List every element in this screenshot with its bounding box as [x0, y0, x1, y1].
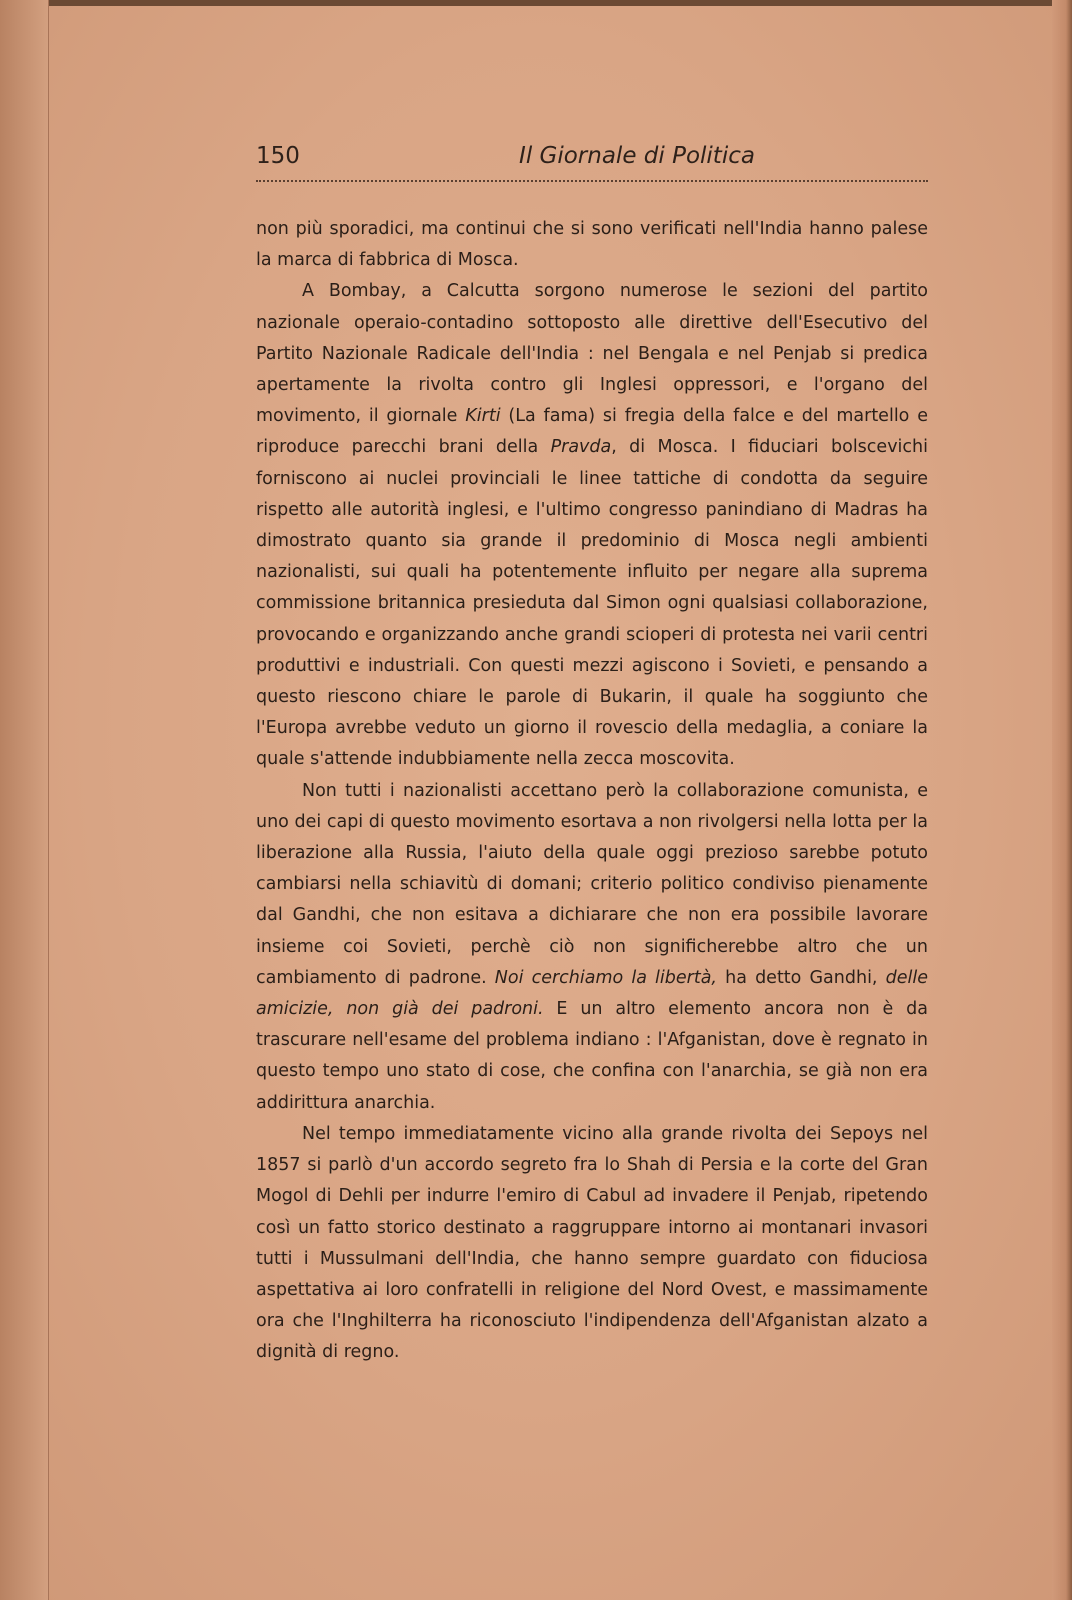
- paragraph-text: , di Mosca. I fiduciari bolscevichi forniscono ai nuclei provinciali le linee tattiche di condotta da seguire rispetto alle autorità inglesi, e l'ultimo congresso panindiano di Madras ha dimostrato quanto sia grande il predominio di Mosca negli ambienti nazionalisti, sui quali ha potentemente influito per negare alla suprema commissione britannica presieduta dal Simon ogni qualsiasi collaborazione, provocando e organizzando anche grandi scioperi di protesta nei varii centri produttivi e industriali. Con questi mezzi agiscono i Sovieti, e pensando a questo riescono chiare le parole di Bukarin, il quale ha soggiunto che l'Europa avrebbe veduto un giorno il rovescio della medaglia, a coniare la quale s'attende indubbiamente nella zecca moscovita.: [256, 437, 928, 770]
- paragraph-text: E un altro elemento ancora non è da trascurare nell'esame del problema indiano : l'Afganistan, dove è regnato in questo tempo uno stato di cose, che confina con l'anarchia, se già non era addirittura anarchia.: [256, 999, 928, 1113]
- paragraph-text: (La fama) si fregia della falce e del martello e riproduce parecchi brani della: [256, 406, 928, 458]
- paragraph: [256, 1119, 928, 1369]
- paragraph-continuation: [256, 214, 928, 276]
- paragraph: [256, 276, 928, 775]
- paragraph-text: A Bombay, a Calcutta sorgono numerose le sezioni del partito nazionale operaio-contadino sottoposto alle direttive dell'Esecutivo del Partito Nazionale Radicale dell'India : nel Bengala e nel Penjab si predica apertamente la rivolta contro gli Inglesi oppressori, e l'organo del movimento, il giornale: [256, 281, 928, 427]
- paragraph: [256, 776, 928, 1119]
- running-title: Il Giornale di Politica: [519, 143, 755, 169]
- gandhi-quote-part-1: Noi cerchiamo la libertà,: [494, 967, 717, 988]
- paragraph-text: non più sporadici, ma continui che si sono verificati nell'India hanno palese la marca di fabbrica di Mosca.: [256, 219, 928, 271]
- body-text: [256, 214, 928, 1369]
- gandhi-quote-part-2: delle amicizie, non già dei padroni.: [256, 967, 928, 1020]
- page-top-edge: [0, 0, 1072, 6]
- running-header: [256, 140, 928, 182]
- newspaper-name-kirti: Kirti: [465, 406, 501, 427]
- newspaper-name-pravda: Pravda: [550, 437, 612, 458]
- paragraph-text: Non tutti i nazionalisti accettano però la collaborazione comunista, e uno dei capi di questo movimento esortava a non rivolgersi nella lotta per la liberazione alla Russia, l'aiuto della quale oggi prezioso sarebbe potuto cambiarsi nella schiavitù di domani; criterio politico condiviso pienamente dal Gandhi, che non esitava a dichiarare che non era possibile lavorare insieme coi Sovieti, perchè ciò non significherebbe altro che un cambiamento di padrone.: [256, 780, 928, 988]
- page-number: 150: [256, 143, 300, 169]
- paragraph-text: ha detto Gandhi,: [717, 967, 886, 988]
- page-right-edge: [1052, 0, 1072, 1600]
- book-spine-gutter: [0, 0, 49, 1600]
- paragraph-text: Nel tempo immediatamente vicino alla grande rivolta dei Sepoys nel 1857 si parlò d'un accordo segreto fra lo Shah di Persia e la corte del Gran Mogol di Dehli per indurre l'emiro di Cabul ad invadere il Penjab, ripetendo così un fatto storico destinato a raggruppare intorno ai montanari invasori tutti i Mussulmani dell'India, che hanno sempre guardato con fiduciosa aspettativa ai loro confratelli in religione del Nord Ovest, e massimamente ora che l'Inghilterra ha riconosciuto l'indipendenza dell'Afganistan alzato a dignità di regno.: [256, 1123, 928, 1363]
